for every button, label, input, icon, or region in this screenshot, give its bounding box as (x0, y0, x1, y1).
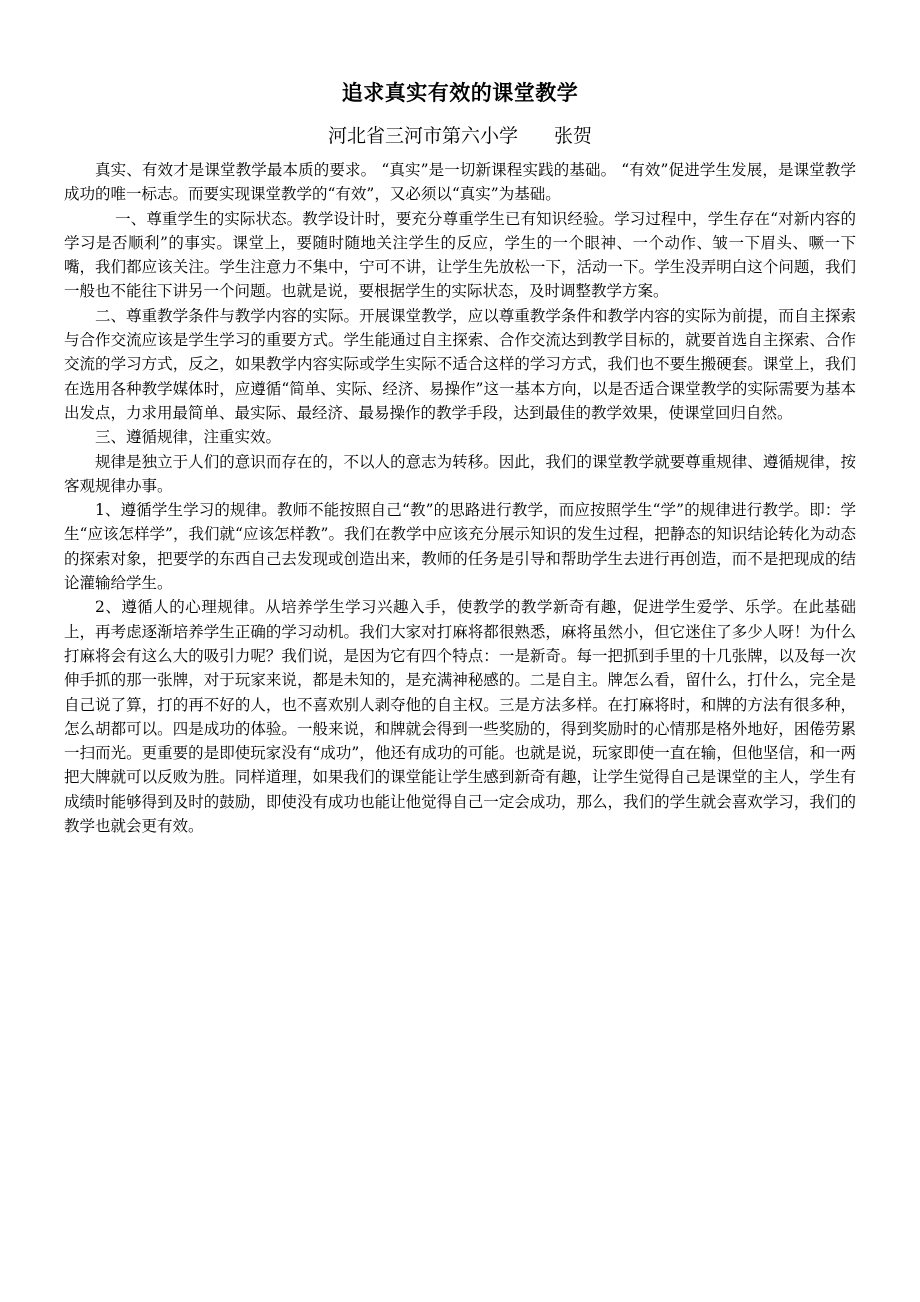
paragraph-section-2: 二、尊重教学条件与教学内容的实际。开展课堂教学，应以尊重教学条件和教学内容的实际为前提，而自主探索与合作交流应该是学生学习的重要方式。学生能通过自主探索、合作交流达到教学目标的，就要首选自主探索、合作交流的学习方式，反之，如果教学内容实际或学生实际不适合这样的学习方式，我们也不要生搬硬套。课堂上，我们在选用各种教学媒体时，应遵循“简单、实际、经济、易操作”这一基本方向，以是否适合课堂教学的实际需要为基本出发点，力求用最简单、最实际、最经济、最易操作的教学手段，达到最佳的教学效果，使课堂回归自然。 (64, 306, 856, 422)
school-name: 河北省三河市第六小学 (327, 125, 518, 147)
paragraph-intro: 真实、有效才是课堂教学最本质的要求。 “真实”是一切新课程实践的基础。 “有效”促进学生发展，是课堂教学成功的唯一标志。而要实现课堂教学的“有效”，又必须以“真实”为基础。 (64, 161, 856, 204)
paragraph-rule-1: 1、遵循学生学习的规律。教师不能按照自己“教”的思路进行教学，而应按照学生“学”的规律进行教学。即：学生“应该怎样学”，我们就“应该怎样教”。我们在教学中应该充分展示知识的发生过程，把静态的知识结论转化为动态的探索对象，把要学的东西自己去发现或创造出来，教师的任务是引导和帮助学生去进行再创造，而不是把现成的结论灌输给学生。 (64, 501, 856, 593)
paragraph-rule-2: 2、遵循人的心理规律。从培养学生学习兴趣入手，使教学的教学新奇有趣，促进学生爱学、乐学。在此基础上，再考虑逐渐培养学生正确的学习动机。我们大家对打麻将都很熟悉，麻将虽然小，但它迷住了多少人呀！为什么打麻将会有这么大的吸引力呢？我们说，是因为它有四个特点：一是新奇。每一把抓到手里的十几张牌，以及每一次伸手抓的那一张牌，对于玩家来说，都是未知的，是充满神秘感的。二是自主。牌怎么看，留什么，打什么，完全是自己说了算，打的再不好的人，也不喜欢别人剥夺他的自主权。三是方法多样。在打麻将时，和牌的方法有很多种，怎么胡都可以。四是成功的体验。一般来说，和牌就会得到一些奖励的，得到奖励时的心情那是格外地好，困倦劳累一扫而光。更重要的是即使玩家没有“成功”，他还有成功的可能。也就是说，玩家即使一直在输，但他坚信，和一两把大牌就可以反败为胜。同样道理，如果我们的课堂能让学生感到新奇有趣，让学生觉得自己是课堂的主人，学生有成绩时能够得到及时的鼓励，即使没有成功也能让他觉得自己一定会成功，那么，我们的学生就会喜欢学习，我们的教学也就会更有效。 (64, 598, 856, 836)
byline (64, 122, 856, 150)
document-title: 追求真实有效的课堂教学 (341, 81, 579, 105)
paragraph-rules: 规律是独立于人们的意识而存在的，不以人的意志为转移。因此，我们的课堂教学就要尊重规律、遵循规律，按客观规律办事。 (64, 452, 856, 495)
document-page (64, 78, 856, 838)
paragraph-section-3-heading: 三、遵循规律，注重实效。 (95, 428, 282, 447)
paragraph-section-1: 一、尊重学生的实际状态。教学设计时，要充分尊重学生已有知识经验。学习过程中，学生存在“对新内容的学习是否顺利”的事实。课堂上，要随时随地关注学生的反应，学生的一个眼神、一个动作、皱一下眉头、噘一下嘴，我们都应该关注。学生注意力不集中，宁可不讲，让学生先放松一下，活动一下。学生没弄明白这个问题，我们一般也不能往下讲另一个问题。也就是说，要根据学生的实际状态，及时调整教学方案。 (64, 209, 856, 301)
author-name: 张贺 (554, 125, 593, 147)
